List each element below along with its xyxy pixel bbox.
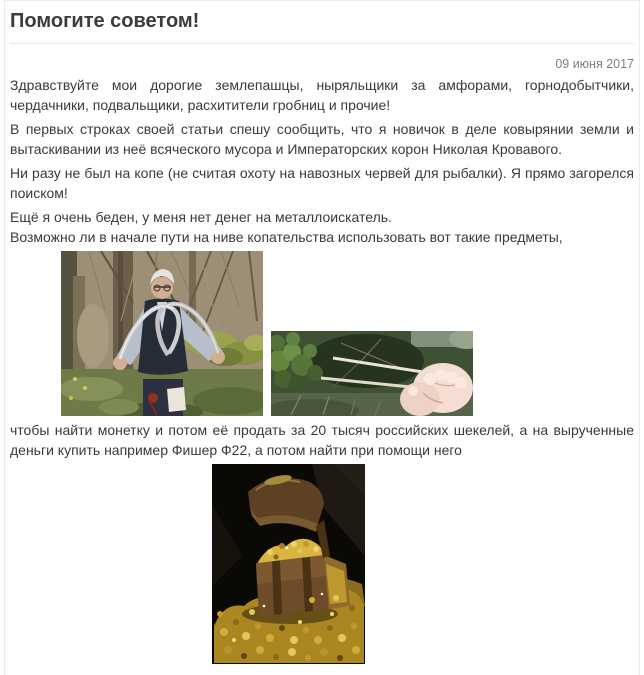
- paragraph-poor-question: [10, 207, 634, 247]
- title-divider: [10, 43, 634, 44]
- treasure-photo-wrap: [212, 464, 634, 664]
- dowsing-man-photo[interactable]: [61, 251, 263, 416]
- dowsing-hands-photo[interactable]: [271, 331, 473, 416]
- line-use-items: Возможно ли в начале пути на ниве копательства использовать вот такие предметы,: [10, 229, 563, 245]
- post-date: 09 июня 2017: [555, 57, 634, 71]
- dowsing-photos-row: [61, 251, 634, 416]
- line-no-money: Ещё я очень беден, у меня нет денег на металлоискатель.: [10, 209, 392, 225]
- paragraph-greeting: Здравствуйте мои дорогие землепашцы, ныряльщики за амфорами, горнодобытчики, чердачники, подвальщики, расхитители гробниц и прочие!: [10, 77, 634, 113]
- paragraph-sell-plan: чтобы найти монетку и потом её продать за 20 тысяч российских шекелей, а на вырученные деньги купить например Фишер Ф22, а потом найти при помощи него: [10, 422, 634, 458]
- paragraph-newbie-intro: В первых строках своей статьи спешу сообщить, что я новичок в деле ковырянии земли и вытаскивании из неё всяческого мусора и Императорских корон Николая Кровавого.: [10, 121, 634, 157]
- treasure-chest-photo[interactable]: [212, 464, 365, 664]
- post-body: [10, 75, 634, 664]
- page-title: Помогите советом!: [10, 10, 200, 32]
- paragraph-never-dug: Ни разу не был на копе (не считая охоту на навозных червей для рыбалки). Я прямо загорелся поиском!: [10, 165, 634, 201]
- post-page: [4, 0, 640, 675]
